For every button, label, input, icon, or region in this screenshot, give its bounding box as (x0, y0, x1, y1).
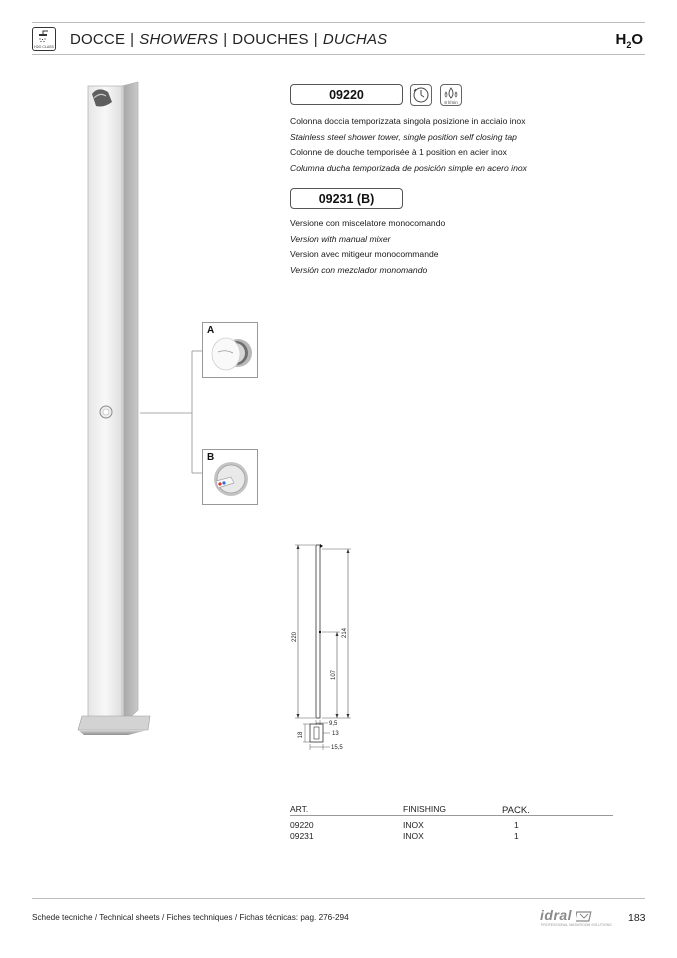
article-code-09231: 09231 (B) (290, 188, 403, 209)
header-bottom-rule (32, 54, 645, 55)
brand-h2o: $H_2O$ (615, 31, 643, 50)
table-header-pack: PACK. (502, 805, 530, 816)
table-cell-pack: 1 (514, 820, 519, 830)
product-variant-descriptions (290, 216, 445, 278)
title-es: DUCHAS (322, 31, 388, 48)
water-drops-icon (440, 84, 462, 106)
product-main-descriptions (290, 114, 527, 176)
option-b-box (202, 449, 258, 505)
page-number: 183 (628, 912, 646, 924)
title-separator: | (130, 31, 135, 48)
dim-base-height: 18 (298, 731, 304, 739)
variant-description-es: Versión con mezclador monomando (290, 264, 428, 275)
variant-description-it: Versione con miscelatore monocomando (290, 218, 446, 228)
logo-tagline: PROFESSIONAL WASHROOM SOLUTIONS (541, 923, 612, 927)
article-code-09220: 09220 (290, 84, 403, 105)
dim-tap-height: 107 (331, 669, 337, 681)
description-it: Colonna doccia temporizzata singola posizione in acciaio inox (290, 116, 526, 126)
footer-technical-sheets-reference: Schede tecniche / Technical sheets / Fiches techniques / Fichas técnicas: pag. 276-294 (32, 913, 349, 922)
table-header-art: ART. (290, 804, 309, 814)
push-button-tap-icon (203, 323, 257, 377)
dim-column-height: 214 (342, 627, 348, 639)
title-separator: | (313, 31, 318, 48)
option-a-letter: A (207, 325, 215, 336)
header-icon-caption: H2O CLASS (34, 45, 54, 49)
option-a-box (202, 322, 258, 378)
header-top-rule (32, 22, 645, 23)
title-en: SHOWERS (139, 31, 219, 48)
page-title (70, 31, 387, 48)
table-header-finishing: FINISHING (403, 804, 446, 814)
description-es: Columna ducha temporizada de posición simple en acero inox (290, 162, 527, 173)
dim-top-width: 9,5 (329, 721, 338, 727)
mixer-tap-icon (203, 450, 257, 504)
table-cell-finishing: INOX (403, 831, 424, 841)
variant-description-fr: Version avec mitigeur monocommande (290, 249, 439, 259)
table-cell-art: 09231 (290, 831, 314, 841)
idral-logo (540, 907, 592, 923)
dim-base-depth: 15,5 (331, 745, 343, 751)
flow-rate-caption: 8 l/min (444, 100, 458, 105)
dim-total-height: 220 (292, 631, 298, 643)
table-cell-art: 09220 (290, 820, 314, 830)
technical-drawing (285, 535, 365, 760)
table-cell-pack: 1 (514, 831, 519, 841)
table-header-rule (290, 815, 613, 816)
title-it: DOCCE (70, 31, 126, 48)
table-cell-finishing: INOX (403, 820, 424, 830)
timer-clock-icon (410, 84, 432, 106)
connector-lines (140, 345, 205, 480)
logo-text: idral (540, 907, 573, 923)
title-separator: | (223, 31, 228, 48)
description-en: Stainless steel shower tower, single position self closing tap (290, 131, 517, 142)
variant-description-en: Version with manual mixer (290, 233, 391, 244)
table-row (290, 820, 613, 831)
description-fr: Colonne de douche temporisée à 1 position en acier inox (290, 147, 507, 157)
dim-base-width: 13 (332, 731, 339, 737)
option-b-letter: B (207, 452, 215, 463)
table-row (290, 831, 613, 842)
logo-mark-icon (576, 911, 592, 922)
title-fr: DOUCHES (232, 31, 309, 48)
footer-rule (32, 898, 645, 899)
shower-head-icon (32, 27, 56, 51)
